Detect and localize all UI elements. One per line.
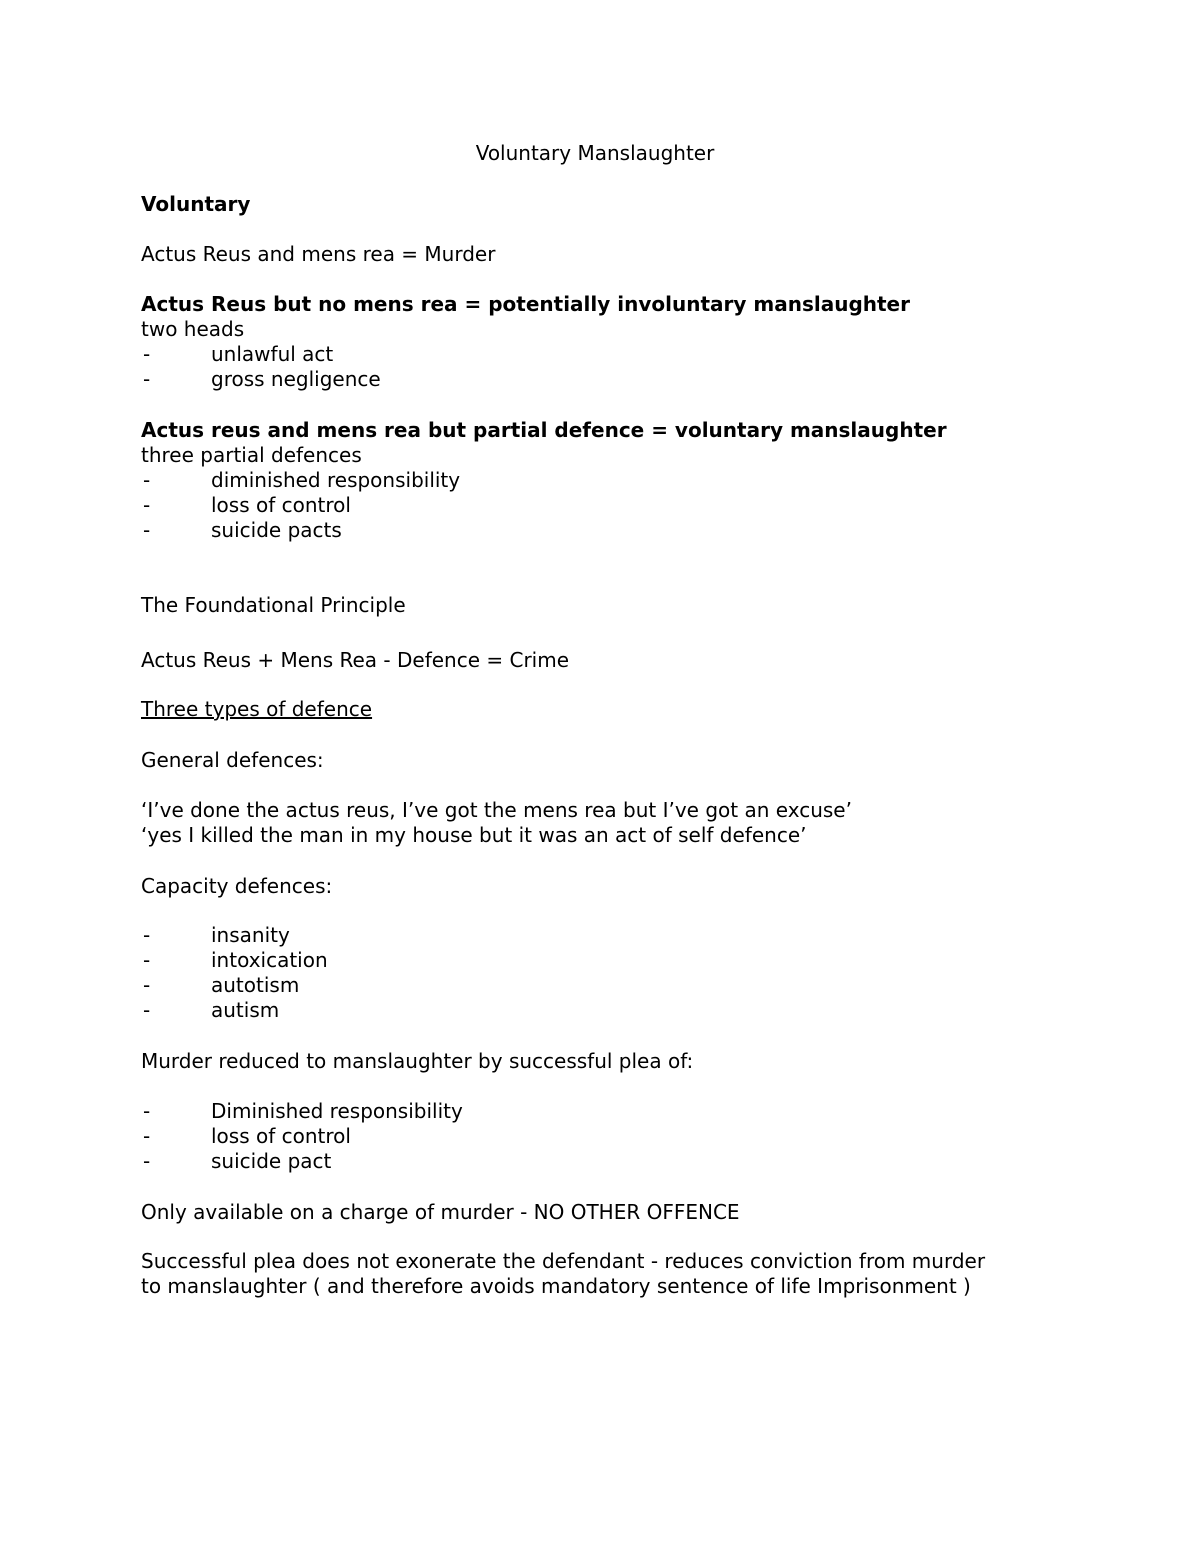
involuntary-heading: Actus Reus but no mens rea = potentially involuntary manslaughter [141,292,910,316]
murder-line: Actus Reus and mens rea = Murder [141,242,496,266]
voluntary-partial-intro: three partial defences [141,443,362,467]
list-item-text: Diminished responsibility [211,1099,463,1123]
bullet-dash: - [143,1149,151,1173]
successful-plea-line-2: to manslaughter ( and therefore avoids mandatory sentence of life Imprisonment ) [141,1274,971,1298]
list-item-text: diminished responsibility [211,468,461,492]
list-item-text: intoxication [211,948,328,972]
types-heading: Three types of defence [141,697,373,721]
bullet-dash: - [143,468,151,492]
list-item-text: autism [211,998,280,1022]
bullet-dash: - [143,1099,151,1123]
reduced-label: Murder reduced to manslaughter by successful plea of: [141,1049,694,1073]
bullet-dash: - [143,493,151,517]
bullet-dash: - [143,1124,151,1148]
successful-plea-line-1: Successful plea does not exonerate the defendant - reduces conviction from murder [141,1249,986,1273]
bullet-dash: - [143,973,151,997]
bullet-dash: - [143,923,151,947]
list-item-text: suicide pacts [211,518,342,542]
list-item-text: gross negligence [211,367,381,391]
voluntary-partial-heading: Actus reus and mens rea but partial defence = voluntary manslaughter [141,418,947,442]
only-available-line: Only available on a charge of murder - NO OTHER OFFENCE [141,1200,740,1224]
involuntary-intro: two heads [141,317,245,341]
list-item-text: loss of control [211,493,351,517]
general-quote-2: ‘yes I killed the man in my house but it was an act of self defence’ [141,823,807,847]
heading-voluntary: Voluntary [141,192,251,216]
document-title: Voluntary Manslaughter [475,141,715,165]
list-item-text: loss of control [211,1124,351,1148]
general-quote-1: ‘I’ve done the actus reus, I’ve got the mens rea but I’ve got an excuse’ [141,798,852,822]
bullet-dash: - [143,948,151,972]
general-label: General defences: [141,748,324,772]
list-item-text: unlawful act [211,342,334,366]
bullet-dash: - [143,367,151,391]
list-item-text: autotism [211,973,300,997]
principle-heading: The Foundational Principle [141,593,406,617]
bullet-dash: - [143,342,151,366]
list-item-text: suicide pact [211,1149,332,1173]
list-item-text: insanity [211,923,290,947]
bullet-dash: - [143,998,151,1022]
bullet-dash: - [143,518,151,542]
principle-formula: Actus Reus + Mens Rea - Defence = Crime [141,648,570,672]
capacity-label: Capacity defences: [141,874,333,898]
